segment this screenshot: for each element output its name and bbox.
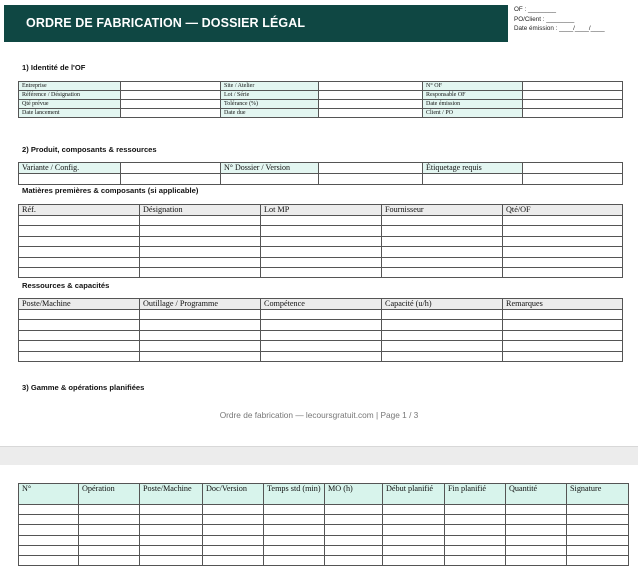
input-etiquetage[interactable] [523,163,623,174]
table-cell[interactable] [383,525,445,535]
table-row [19,91,623,100]
document-title: ORDRE DE FABRICATION — DOSSIER LÉGAL [26,16,306,30]
table-cell[interactable] [261,257,382,267]
label-reference: Référence / Désignation [19,91,121,100]
table-cell[interactable] [79,555,140,565]
label-etiquetage: Étiquetage requis [423,163,523,174]
column-header: Outillage / Programme [140,299,261,310]
table-cell[interactable] [325,525,383,535]
label-tolerance: Tolérance (%) [221,100,319,109]
table-cell[interactable] [140,555,203,565]
table-cell[interactable] [264,505,325,515]
table-cell[interactable] [19,226,140,236]
table-cell[interactable] [19,341,140,351]
table-row [19,320,623,330]
of-field[interactable]: OF : ________ [514,6,557,13]
table-cell[interactable] [19,505,79,515]
table-cell[interactable] [325,545,383,555]
column-header: Temps std (min) [264,484,325,505]
table-cell[interactable] [382,330,503,340]
column-header: MO (h) [325,484,383,505]
label-date-emission: Date émission [423,100,523,109]
table-cell[interactable] [19,267,140,277]
column-header: Poste/Machine [19,299,140,310]
page-footer: Ordre de fabrication — lecoursgratuit.com | Page 1 / 3 [219,410,419,420]
table-row [19,109,623,118]
table-cell[interactable] [203,505,264,515]
table-cell[interactable] [506,545,567,555]
label-dossier-version: N° Dossier / Version [221,163,319,174]
table-cell[interactable] [445,535,506,545]
label-responsable-of: Responsable OF [423,91,523,100]
table-cell[interactable] [19,236,140,246]
input-cell[interactable] [319,174,423,185]
date-emission-field[interactable]: Date émission : ____/____/____ [514,25,605,32]
input-cell[interactable] [19,174,121,185]
table-cell[interactable] [19,310,140,320]
table-header-row [19,484,629,505]
input-variante[interactable] [121,163,221,174]
table-cell[interactable] [382,247,503,257]
table-cell[interactable] [325,535,383,545]
table-row [19,310,623,320]
table-cell[interactable] [506,525,567,535]
table-row [19,351,623,361]
table-cell[interactable] [203,525,264,535]
table-cell[interactable] [261,320,382,330]
table-row [19,174,623,185]
table-cell[interactable] [19,216,140,226]
table-cell[interactable] [19,545,79,555]
table-cell[interactable] [140,226,261,236]
input-lot-serie[interactable] [319,91,423,100]
table-cell[interactable] [567,505,629,515]
table-row [19,247,623,257]
table-row [19,216,623,226]
table-cell[interactable] [19,515,79,525]
table-cell[interactable] [261,247,382,257]
table-cell[interactable] [203,555,264,565]
table-row [19,226,623,236]
table-cell[interactable] [445,505,506,515]
column-header: Poste/Machine [140,484,203,505]
input-cell[interactable] [423,174,523,185]
table-header-row [19,205,623,216]
column-header: Signature [567,484,629,505]
table-cell[interactable] [382,351,503,361]
table-cell[interactable] [445,515,506,525]
header-fields [514,5,605,34]
input-tolerance[interactable] [319,100,423,109]
input-numero-of[interactable] [523,82,623,91]
table-cell[interactable] [140,310,261,320]
table-cell[interactable] [506,555,567,565]
table-cell[interactable] [567,525,629,535]
identity-table [18,81,623,118]
table-cell[interactable] [382,236,503,246]
label-qte-prevue: Qté prévue [19,100,121,109]
table-cell[interactable] [382,226,503,236]
table-cell[interactable] [503,226,623,236]
table-cell[interactable] [383,505,445,515]
product-table [18,162,623,185]
table-cell[interactable] [506,535,567,545]
table-cell[interactable] [140,525,203,535]
table-row [19,257,623,267]
table-row [19,525,629,535]
table-cell[interactable] [325,505,383,515]
table-cell[interactable] [567,545,629,555]
table-cell[interactable] [261,330,382,340]
input-date-due[interactable] [319,109,423,118]
table-cell[interactable] [79,515,140,525]
table-row [19,100,623,109]
column-header: Réf. [19,205,140,216]
table-cell[interactable] [261,267,382,277]
table-cell[interactable] [503,330,623,340]
table-cell[interactable] [79,545,140,555]
page-separator [0,446,638,466]
resources-table [18,298,623,362]
table-cell[interactable] [79,525,140,535]
table-cell[interactable] [445,555,506,565]
input-date-lancement[interactable] [121,109,221,118]
table-cell[interactable] [140,216,261,226]
column-header: Fin planifié [445,484,506,505]
table-cell[interactable] [503,257,623,267]
column-header: N° [19,484,79,505]
table-row [19,82,623,91]
operations-table [18,483,629,566]
column-header: Désignation [140,205,261,216]
table-cell[interactable] [79,505,140,515]
table-cell[interactable] [382,257,503,267]
input-client-po[interactable] [523,109,623,118]
table-cell[interactable] [19,247,140,257]
table-cell[interactable] [503,216,623,226]
table-cell[interactable] [261,226,382,236]
table-cell[interactable] [261,216,382,226]
table-cell[interactable] [503,341,623,351]
table-cell[interactable] [503,236,623,246]
input-entreprise[interactable] [121,82,221,91]
label-lot-serie: Lot / Série [221,91,319,100]
table-cell[interactable] [383,535,445,545]
column-header: Début planifié [383,484,445,505]
table-cell[interactable] [203,545,264,555]
column-header: Opération [79,484,140,505]
table-cell[interactable] [19,555,79,565]
materials-table [18,204,623,278]
table-header-row [19,299,623,310]
table-cell[interactable] [506,515,567,525]
section-3-title: 3) Gamme & opérations planifiées [22,383,145,392]
input-reference[interactable] [121,91,221,100]
table-cell[interactable] [567,535,629,545]
column-header: Qté/OF [503,205,623,216]
table-cell[interactable] [140,505,203,515]
materials-title: Matières premières & composants (si applicable) [22,186,199,195]
table-cell[interactable] [140,267,261,277]
column-header: Fournisseur [382,205,503,216]
table-row [19,330,623,340]
table-cell[interactable] [503,320,623,330]
input-cell[interactable] [121,174,221,185]
table-cell[interactable] [140,257,261,267]
table-cell[interactable] [140,320,261,330]
input-responsable-of[interactable] [523,91,623,100]
table-row [19,267,623,277]
table-cell[interactable] [264,545,325,555]
table-cell[interactable] [140,545,203,555]
table-cell[interactable] [19,330,140,340]
table-cell[interactable] [264,515,325,525]
table-cell[interactable] [382,320,503,330]
po-client-field[interactable]: PO/Client : ________ [514,15,575,23]
section-1-title: 1) Identité de l'OF [22,63,86,72]
table-row [19,163,623,174]
table-cell[interactable] [506,505,567,515]
label-site-atelier: Site / Atelier [221,82,319,91]
table-cell[interactable] [503,351,623,361]
table-cell[interactable] [140,515,203,525]
table-cell[interactable] [264,525,325,535]
table-cell[interactable] [503,310,623,320]
table-row [19,515,629,525]
table-cell[interactable] [140,247,261,257]
table-cell[interactable] [261,351,382,361]
column-header: Doc/Version [203,484,264,505]
table-cell[interactable] [203,535,264,545]
column-header: Quantité [506,484,567,505]
table-cell[interactable] [264,535,325,545]
table-row [19,341,623,351]
table-cell[interactable] [382,216,503,226]
table-cell[interactable] [383,545,445,555]
input-cell[interactable] [523,174,623,185]
table-cell[interactable] [79,535,140,545]
page-2 [0,465,638,569]
table-cell[interactable] [445,545,506,555]
label-date-due: Date due [221,109,319,118]
table-cell[interactable] [567,555,629,565]
table-cell[interactable] [140,236,261,246]
table-cell[interactable] [264,555,325,565]
label-numero-of: N° OF [423,82,523,91]
table-cell[interactable] [140,535,203,545]
table-row [19,545,629,555]
table-cell[interactable] [203,515,264,525]
table-row [19,505,629,515]
table-cell[interactable] [503,247,623,257]
column-header: Lot MP [261,205,382,216]
table-cell[interactable] [383,515,445,525]
label-variante: Variante / Config. [19,163,121,174]
column-header: Capacité (u/h) [382,299,503,310]
table-cell[interactable] [325,555,383,565]
table-cell[interactable] [19,351,140,361]
table-cell[interactable] [19,535,79,545]
table-cell[interactable] [140,341,261,351]
table-cell[interactable] [503,267,623,277]
table-cell[interactable] [382,310,503,320]
table-cell[interactable] [261,310,382,320]
table-cell[interactable] [261,341,382,351]
table-cell[interactable] [19,525,79,535]
table-cell[interactable] [140,330,261,340]
resources-title: Ressources & capacités [22,281,110,290]
table-cell[interactable] [567,515,629,525]
label-entreprise: Entreprise [19,82,121,91]
input-dossier-version[interactable] [319,163,423,174]
table-row [19,236,623,246]
input-qte-prevue[interactable] [121,100,221,109]
label-client-po: Client / PO [423,109,523,118]
table-row [19,535,629,545]
table-cell[interactable] [261,236,382,246]
table-cell[interactable] [383,555,445,565]
table-cell[interactable] [140,351,261,361]
input-site-atelier[interactable] [319,82,423,91]
table-cell[interactable] [325,515,383,525]
section-2-title: 2) Produit, composants & ressources [22,145,157,154]
column-header: Compétence [261,299,382,310]
label-date-lancement: Date lancement [19,109,121,118]
header-band [4,5,508,42]
table-cell[interactable] [382,267,503,277]
column-header: Remarques [503,299,623,310]
input-date-emission[interactable] [523,100,623,109]
table-cell[interactable] [19,320,140,330]
input-cell[interactable] [221,174,319,185]
table-cell[interactable] [19,257,140,267]
table-row [19,555,629,565]
table-cell[interactable] [445,525,506,535]
table-cell[interactable] [382,341,503,351]
